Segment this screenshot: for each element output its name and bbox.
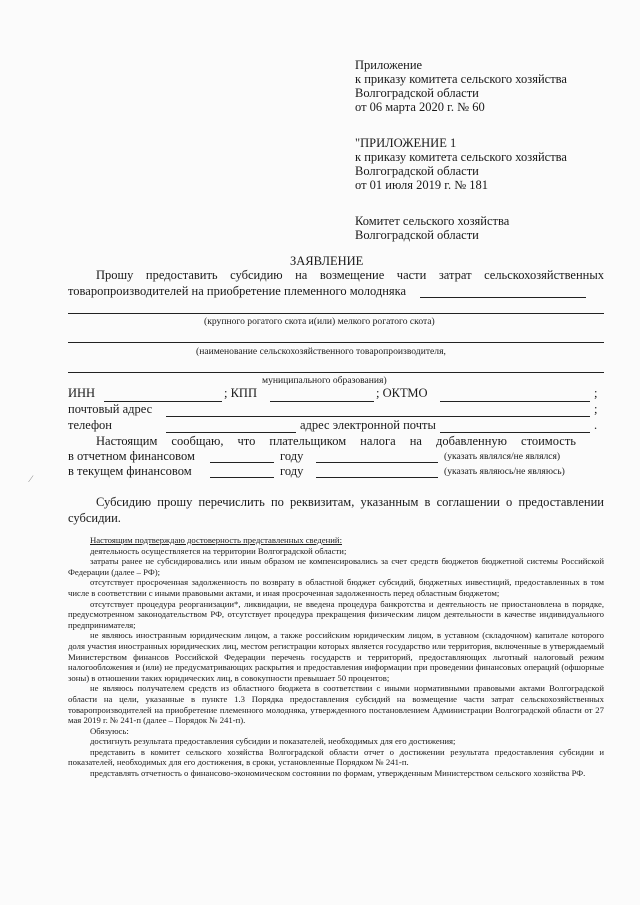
vat-next-year-field[interactable] [210, 477, 274, 478]
email-dot: . [594, 418, 598, 432]
request-line-2: товаропроизводителей на приобретение племенного молодняка [68, 284, 407, 298]
transfer-line-1: Субсидию прошу перечислить по реквизитам, указанным в соглашении о предоставлении [96, 495, 604, 509]
document-title: ЗАЯВЛЕНИЕ [290, 254, 364, 268]
postal-label: почтовый адрес [68, 402, 153, 416]
vat-current-status-field[interactable] [316, 462, 438, 463]
livestock-field-line-2[interactable] [68, 313, 604, 314]
obligation-item: достигнуть результата предоставления субсидии и показателей, необходимых для его достижения; [90, 736, 456, 747]
annex1-line: "ПРИЛОЖЕНИЕ 1 [355, 136, 457, 150]
municipality-hint: муниципального образования) [262, 375, 387, 386]
postal-field[interactable] [166, 416, 590, 417]
addressee-line: Комитет сельского хозяйства [355, 214, 510, 228]
confirmation-item: затраты ранее не субсидировались или иным образом не компенсировались за счет средств бюджетов бюджетной системы Российской Федерации (далее – РФ); [68, 556, 604, 577]
confirmation-block [68, 535, 604, 779]
phone-label: телефон [68, 418, 112, 432]
request-line-1: Прошу предоставить субсидию на возмещение части затрат сельскохозяйственных [96, 268, 604, 282]
vat-next-year-label: году [280, 464, 304, 478]
annex-block [355, 58, 567, 114]
vat-current-label: в отчетном финансовом [68, 449, 195, 463]
producer-field-line[interactable] [68, 342, 604, 343]
vat-next-label: в текущем финансовом [68, 464, 192, 478]
producer-hint: (наименование сельскохозяйственного товаропроизводителя, [196, 346, 446, 357]
confirmation-item: деятельность осуществляется на территории Волгоградской области; [90, 545, 347, 556]
email-field[interactable] [440, 432, 590, 433]
livestock-field-line[interactable] [420, 297, 586, 298]
scan-mark: ∕ [30, 474, 32, 485]
obligation-item: представлять отчетность о финансово-экономическом состоянии по формам, утвержденным Министерством сельского хозяйства РФ. [90, 768, 586, 779]
phone-field[interactable] [166, 432, 296, 433]
confirmation-heading: Настоящим подтверждаю достоверность представленных сведений: [90, 535, 342, 545]
obligation-item: представить в комитет сельского хозяйства Волгоградской области отчет о достижении результата предоставления субсидии и показателей, необходимых для его достижения, в сроки, установленные Порядком № 241-п. [68, 746, 604, 768]
vat-current-year-label: году [280, 449, 304, 463]
confirmation-item: отсутствует процедура реорганизации*, ликвидации, не введена процедура банкротства и деятельность не приостановлена в порядке, предусмотренном законодательством РФ, отсутствует процедура прекращения физическим лицом деятельности в качестве индивидуального предпринимателя; [68, 598, 604, 630]
obligations-heading: Обязуюсь: [90, 725, 129, 736]
annex1-line: Волгоградской области [355, 164, 479, 178]
transfer-line-2: субсидии. [68, 511, 121, 525]
kpp-label: ; КПП [224, 386, 257, 400]
vat-current-year-field[interactable] [210, 462, 274, 463]
oktmo-label: ; ОКТМО [376, 386, 428, 400]
vat-line-1: Настоящим сообщаю, что плательщиком налога на добавленную стоимость [96, 434, 576, 448]
confirmation-item: не являюсь получателем средств из областного бюджета в соответствии с иными нормативными правовыми актами Волгоградской области на цели, указанные в пункте 1.3 Порядка предоставления субсидий на возмещение части затрат сельскохозяйственных товаропроизводителей на приобретение племенного молодняка, утвержденного постановлением Администрации Волгоградской области от 27 мая 2019 г. № 241-п (далее – Порядок № 241-п). [68, 683, 604, 726]
vat-next-status-field[interactable] [316, 477, 438, 478]
addressee-block [355, 214, 509, 242]
annex-line: к приказу комитета сельского хозяйства [355, 72, 567, 86]
confirmation-item: не являюсь иностранным юридическим лицом, а также российским юридическим лицом, в уставном (складочном) капитале которого доля участия иностранных юридических лиц, местом регистрации которых является государство или территория, включенные в утверждаемый Министерством финансов Российской Федерации перечень государств и территорий, предоставляющих льготный налоговый режим налогообложения и (или) не предусматривающих раскрытия и предоставления информации при проведении финансовых операций (офшорные зоны) в отношении таких юридических лиц, в совокупности превышает 50 процентов; [68, 630, 604, 683]
annex1-line: к приказу комитета сельского хозяйства [355, 150, 567, 164]
email-label: адрес электронной почты [300, 418, 436, 432]
annex-line: Приложение [355, 58, 423, 72]
oktmo-field[interactable] [440, 401, 590, 402]
vat-next-hint: (указать являюсь/не являюсь) [444, 466, 565, 477]
oktmo-semicolon: ; [594, 386, 598, 400]
confirmation-item: отсутствует просроченная задолженность по возврату в областной бюджет субсидий, бюджетных инвестиций, предоставленных в том числе в соответствии с иными правовыми актами, и иная просроченная задолженность перед областным бюджетом; [68, 577, 604, 598]
annex1-line: от 01 июля 2019 г. № 181 [355, 178, 489, 192]
vat-current-hint: (указать являлся/не являлся) [444, 451, 561, 462]
municipality-field-line[interactable] [68, 372, 604, 373]
annex-line: Волгоградской области [355, 86, 479, 100]
annex-line: от 06 марта 2020 г. № 60 [355, 100, 485, 114]
addressee-line: Волгоградской области [355, 228, 479, 242]
postal-semicolon: ; [594, 402, 598, 416]
annex1-block [355, 136, 567, 192]
kpp-field[interactable] [270, 401, 374, 402]
livestock-hint: (крупного рогатого скота и(или) мелкого рогатого скота) [204, 316, 435, 327]
inn-label: ИНН [68, 386, 96, 400]
